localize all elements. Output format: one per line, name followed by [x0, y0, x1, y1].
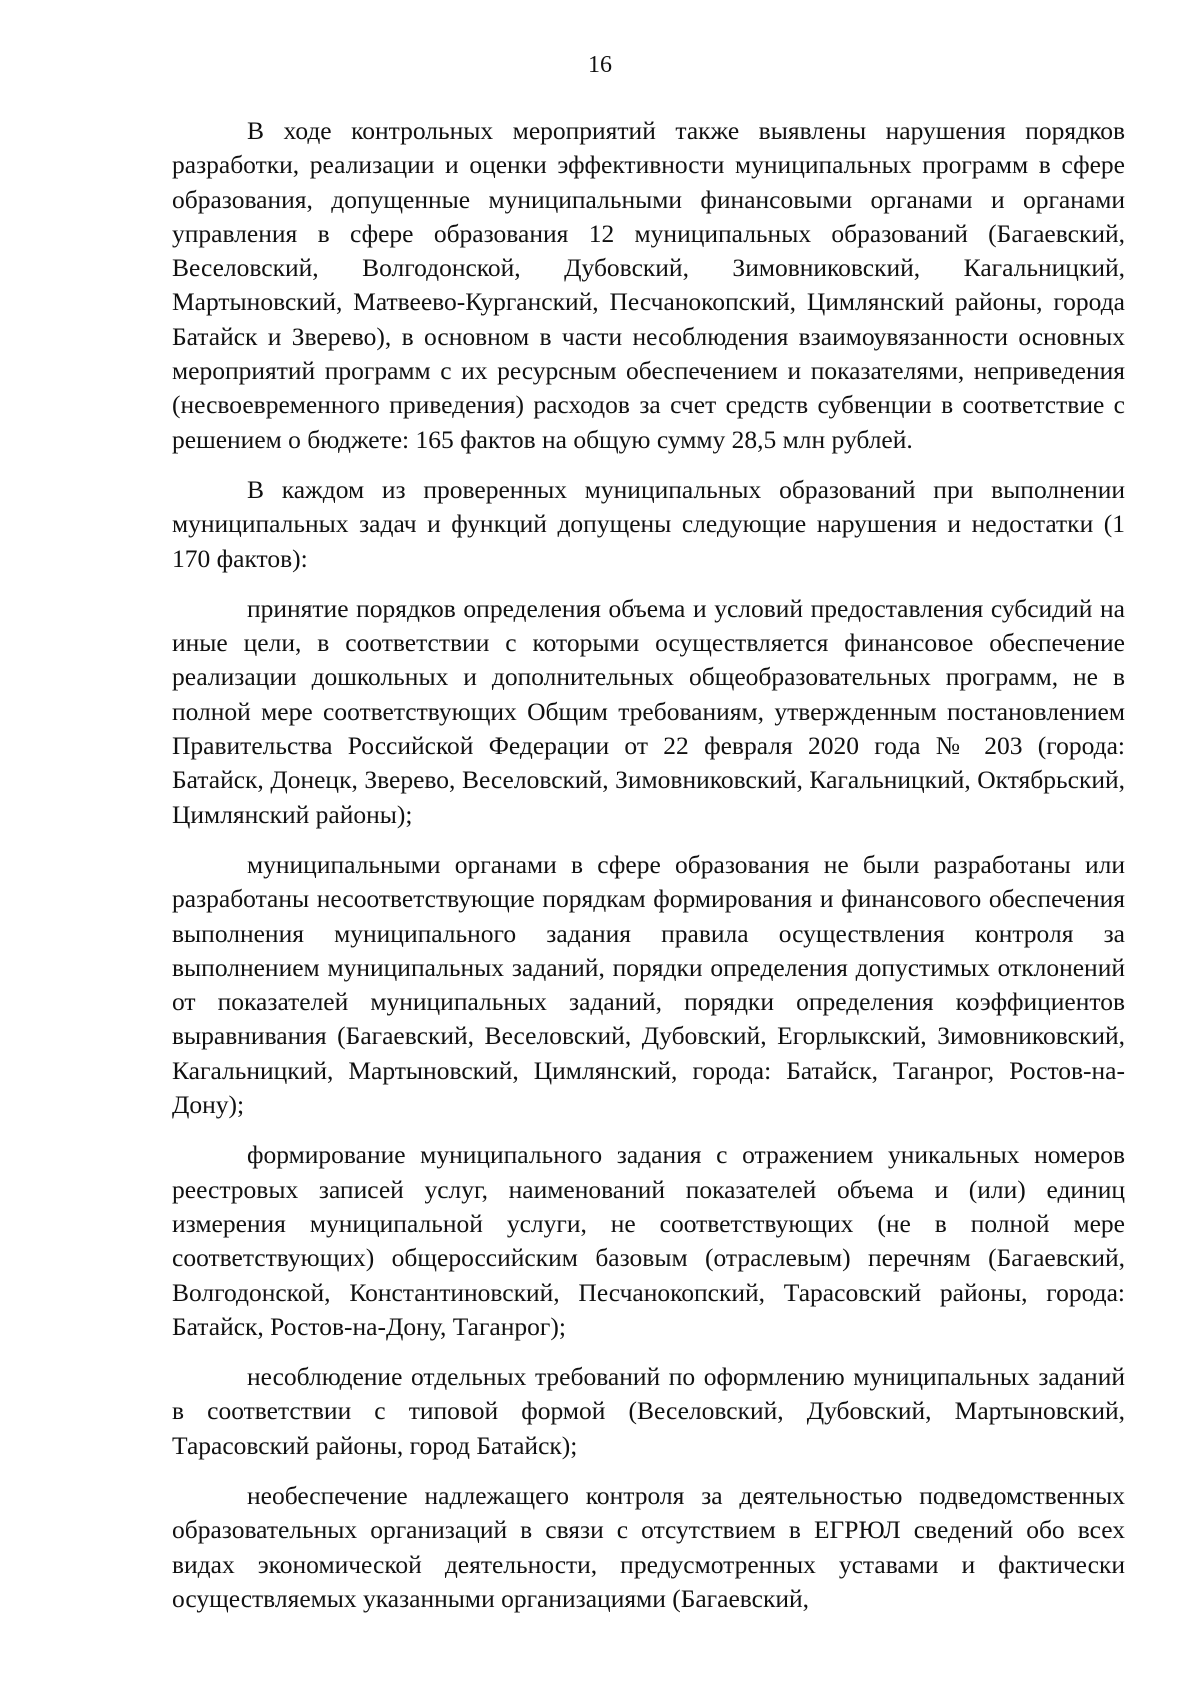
- page-number: 16: [588, 52, 612, 78]
- paragraph-municipal-task-formation: формирование муниципального задания с отражением уникальных номеров реестровых записей услуг, наименований показателей объема и (или) единиц измерения муниципальной услуги, не соответствующих (не в полной мере соответствующих) общероссийским базовым (отраслевым) перечням (Багаевский, Волгодонской, Константиновский, Песчанокопский, Тарасовский районы, города: Батайск, Ростов-на-Дону, Таганрог);: [172, 1140, 1125, 1341]
- paragraph-control-oversight: необеспечение надлежащего контроля за деятельностью подведомственных образовательных организаций в связи с отсутствием в ЕГРЮЛ сведений обо всех видах экономической деятельности, предусмотренных уставами и фактически осуществляемых указанными организациями (Багаевский,: [172, 1480, 1125, 1613]
- document-body: [172, 114, 1125, 1616]
- paragraph-municipal-task-rules: муниципальными органами в сфере образования не были разработаны или разработаны несоответствующие порядкам формирования и финансового обеспечения выполнения муниципального задания правила осуществления контроля за выполнением муниципальных заданий, порядки определения допустимых отклонений от показателей муниципальных заданий, порядки определения коэффициентов выравнивания (Багаевский, Веселовский, Дубовский, Егорлыкский, Зимовниковский, Кагальницкий, Мартыновский, Цимлянский, города: Батайск, Таганрог, Ростов-на-Дону);: [172, 849, 1125, 1120]
- paragraph-form-requirements: несоблюдение отдельных требований по оформлению муниципальных заданий в соответствии с типовой формой (Веселовский, Дубовский, Мартыновский, Тарасовский районы, город Батайск);: [172, 1362, 1125, 1460]
- paragraph-control-measures: В ходе контрольных мероприятий также выявлены нарушения порядков разработки, реализации и оценки эффективности муниципальных программ в сфере образования, допущенные муниципальными финансовыми органами и органами управления в сфере образования 12 муниципальных образований (Багаевский, Веселовский, Волгодонской, Дубовский, Зимовниковский, Кагальницкий, Мартыновский, Матвеево-Курганский, Песчанокопский, Цимлянский районы, города Батайск и Зверево), в основном в части несоблюдения взаимоувязанности основных мероприятий программ с их ресурсным обеспечением и показателями, неприведения (несвоевременного приведения) расходов за счет средств субвенции в соответствие с решением о бюджете: 165 фактов на общую сумму 28,5 млн рублей.: [172, 116, 1125, 454]
- paragraph-violations-intro: В каждом из проверенных муниципальных образований при выполнении муниципальных задач и функций допущены следующие нарушения и недостатки (1 170 фактов):: [172, 474, 1125, 573]
- paragraph-subsidy-procedures: принятие порядков определения объема и условий предоставления субсидий на иные цели, в соответствии с которыми осуществляется финансовое обеспечение реализации дошкольных и дополнительных общеобразовательных программ, не в полной мере соответствующих Общим требованиям, утвержденным постановлением Правительства Российской Федерации от 22 февраля 2020 года № 203 (города: Батайск, Донецк, Зверево, Веселовский, Зимовниковский, Кагальницкий, Октябрьский, Цимлянский районы);: [172, 593, 1125, 829]
